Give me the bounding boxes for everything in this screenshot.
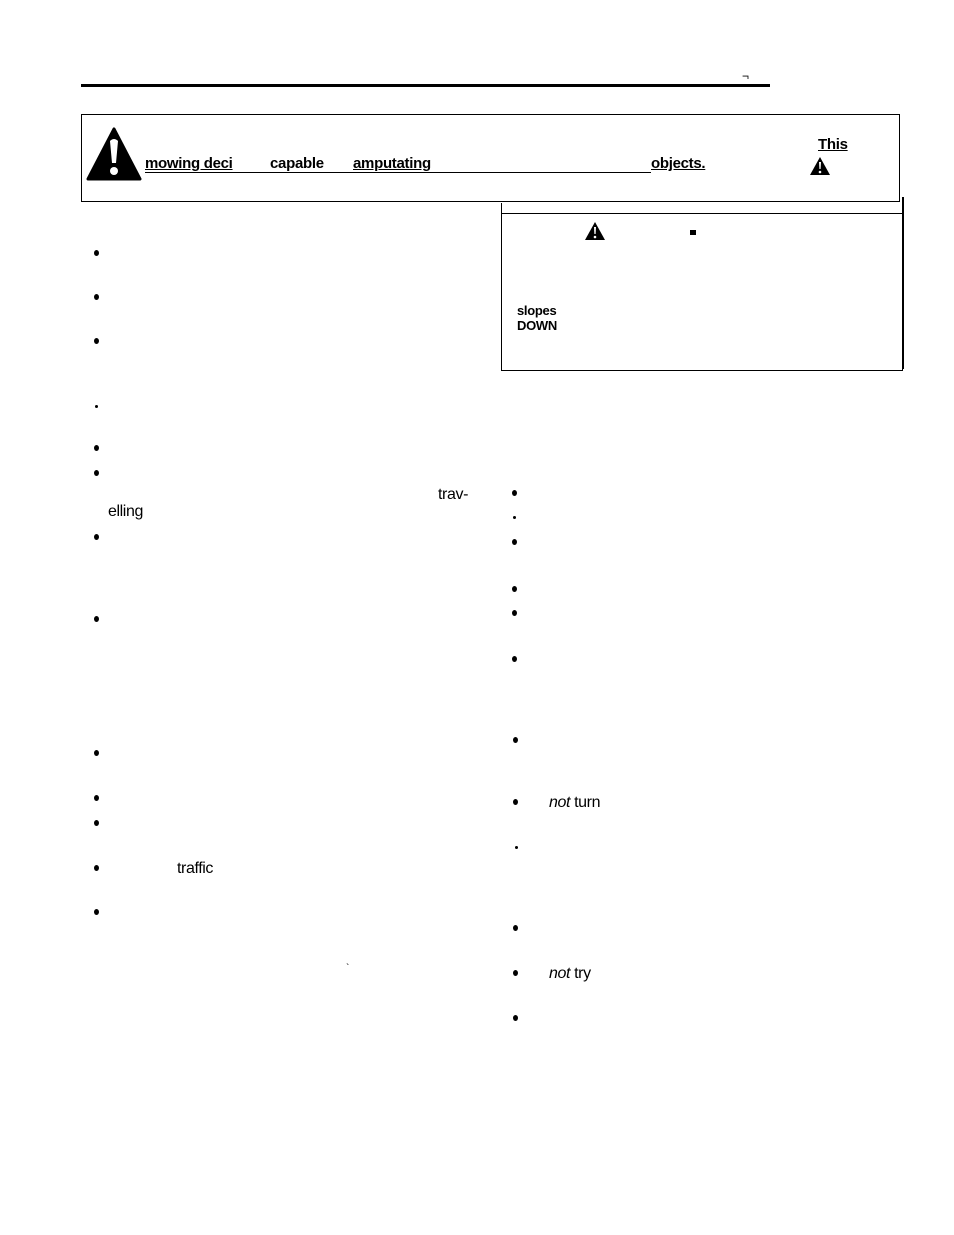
stray-mark: `: [346, 963, 350, 974]
list-bullet: [95, 405, 98, 408]
list-bullet: [94, 470, 99, 476]
list-bullet: [94, 534, 99, 540]
list-bullet: [94, 250, 99, 256]
list-bullet: [513, 799, 518, 805]
list-bullet: [94, 616, 99, 622]
box-right-rule: [902, 197, 904, 369]
list-bullet: [515, 846, 518, 849]
list-bullet: [94, 750, 99, 756]
list-bullet: [513, 970, 518, 976]
warning-text-objects: objects.: [651, 155, 706, 172]
list-bullet: [512, 610, 517, 616]
list-bullet: [513, 1015, 518, 1021]
text-traffic: traffic: [177, 860, 214, 877]
underline-3: [353, 172, 651, 173]
slope-warning-box: [501, 203, 903, 371]
underline-1: [145, 172, 238, 173]
box-inner-rule: [502, 213, 902, 214]
list-bullet: [94, 865, 99, 871]
list-bullet: [94, 820, 99, 826]
list-bullet: [94, 338, 99, 344]
warning-text-mowing-deck: mowing deci: [145, 155, 233, 172]
warning-triangle-icon: [584, 221, 606, 241]
list-bullet: [513, 925, 518, 931]
text-elling: elling: [108, 503, 143, 520]
list-bullet: [512, 586, 517, 592]
warning-triangle-icon: [809, 156, 831, 176]
underline-2: [238, 172, 353, 173]
list-bullet: [513, 737, 518, 743]
text-not-try: not try: [549, 965, 591, 982]
list-bullet: [512, 656, 517, 662]
corner-mark: ¬: [742, 69, 750, 83]
box-text-down: DOWN: [517, 318, 557, 333]
text-trav: trav-: [438, 486, 469, 503]
box-dash-mark: [690, 230, 696, 235]
list-bullet: [512, 490, 517, 496]
list-bullet: [94, 909, 99, 915]
warning-text-this: This: [818, 136, 848, 153]
list-bullet: [513, 516, 516, 519]
warning-triangle-icon: [86, 127, 142, 181]
list-bullet: [94, 445, 99, 451]
header-rule: [81, 84, 770, 87]
list-bullet: [94, 294, 99, 300]
list-bullet: [512, 539, 517, 545]
warning-text-amputating: amputating: [353, 155, 431, 172]
warning-text-capable: capable: [270, 155, 324, 172]
box-text-slopes: slopes: [517, 303, 557, 318]
list-bullet: [94, 795, 99, 801]
text-not-turn: not turn: [549, 794, 601, 811]
